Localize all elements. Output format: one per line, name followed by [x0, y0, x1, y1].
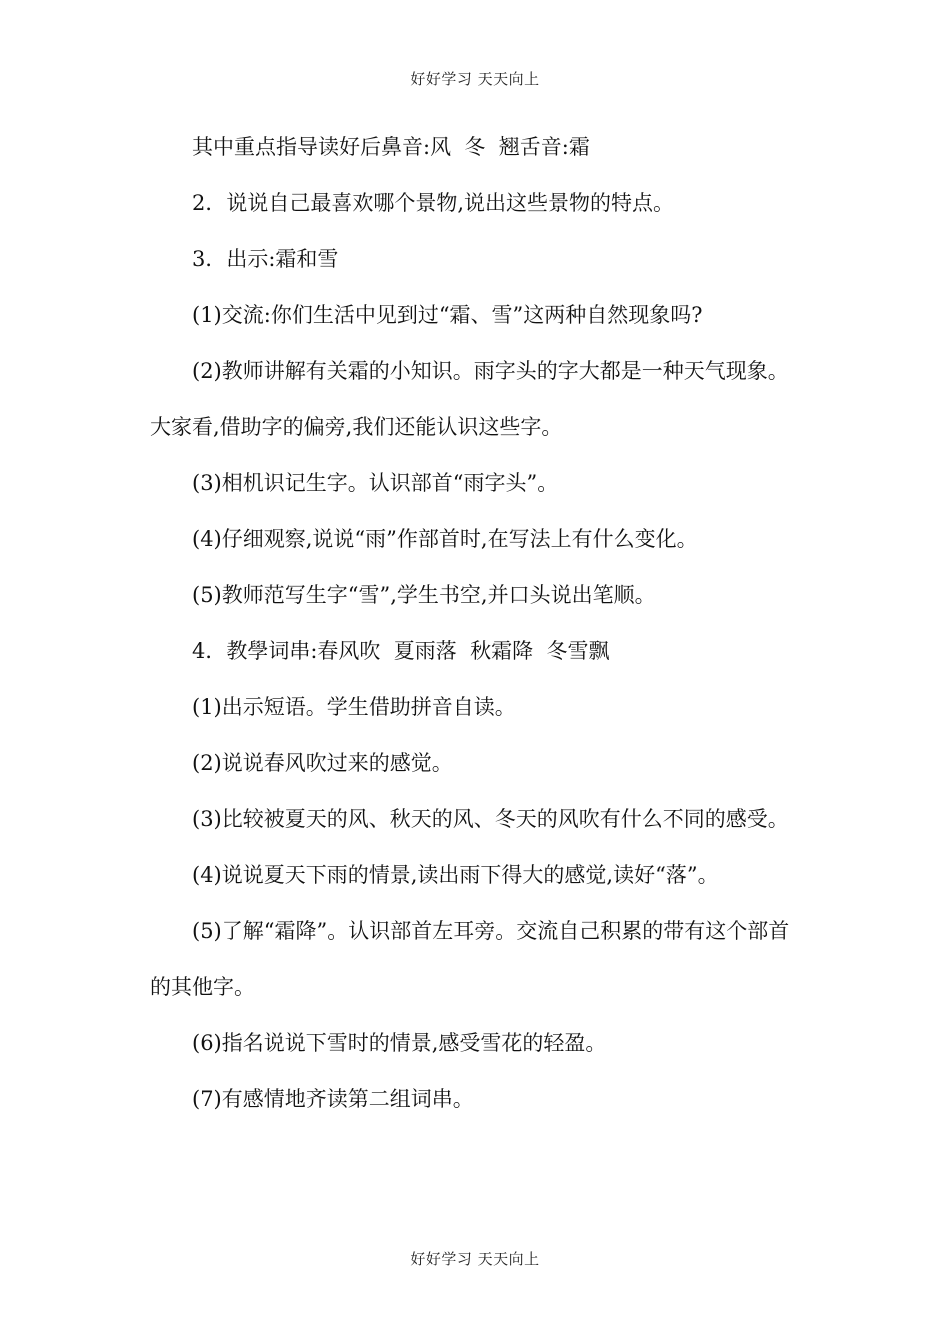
- paragraph-observe: (4)仔细观察,说说“雨”作部首时,在写法上有什么变化。: [192, 527, 698, 551]
- page-footer: 好好学习 天天向上: [410, 1250, 540, 1268]
- paragraph-summer-rain: (4)说说夏天下雨的情景,读出雨下得大的感觉,读好“落”。: [192, 863, 719, 887]
- paragraph-show-phrases: (1)出示短语。学生借助拼音自读。: [192, 695, 516, 719]
- paragraph-snowfall: (6)指名说说下雪时的情景,感受雪花的轻盈。: [192, 1031, 607, 1055]
- paragraph-show-frost-snow: 3．出示:霜和雪: [192, 247, 339, 271]
- paragraph-compare-winds: (3)比较被夏天的风、秋天的风、冬天的风吹有什么不同的感受。: [192, 807, 789, 831]
- paragraph-model-writing: (5)教师范写生字“雪”,学生书空,并口头说出笔顺。: [192, 583, 656, 607]
- paragraph-read-aloud: (7)有感情地齐读第二组词串。: [192, 1087, 474, 1111]
- document-body: [150, 133, 790, 1141]
- paragraph-favorite-scenery: 2．说说自己最喜欢哪个景物,说出这些景物的特点。: [192, 191, 675, 215]
- paragraph-frost-descent: (5)了解“霜降”。认识部首左耳旁。交流自己积累的带有这个部首的其他字。: [150, 919, 790, 999]
- paragraph-discussion: (1)交流:你们生活中见到过“霜、雪”这两种自然现象吗?: [192, 303, 703, 327]
- paragraph-nasal-sounds: 其中重点指导读好后鼻音:风 冬 翘舌音:霜: [192, 135, 590, 159]
- paragraph-teacher-explains: (2)教师讲解有关霜的小知识。雨字头的字大都是一种天气现象。大家看,借助字的偏旁,我们还能认识这些字。: [150, 359, 789, 439]
- paragraph-spring-wind: (2)说说春风吹过来的感觉。: [192, 751, 453, 775]
- paragraph-learn-characters: (3)相机识记生字。认识部首“雨字头”。: [192, 471, 559, 495]
- page-header: 好好学习 天天向上: [410, 70, 540, 88]
- paragraph-word-strings: 4．教學词串:春风吹 夏雨落 秋霜降 冬雪飘: [192, 639, 610, 663]
